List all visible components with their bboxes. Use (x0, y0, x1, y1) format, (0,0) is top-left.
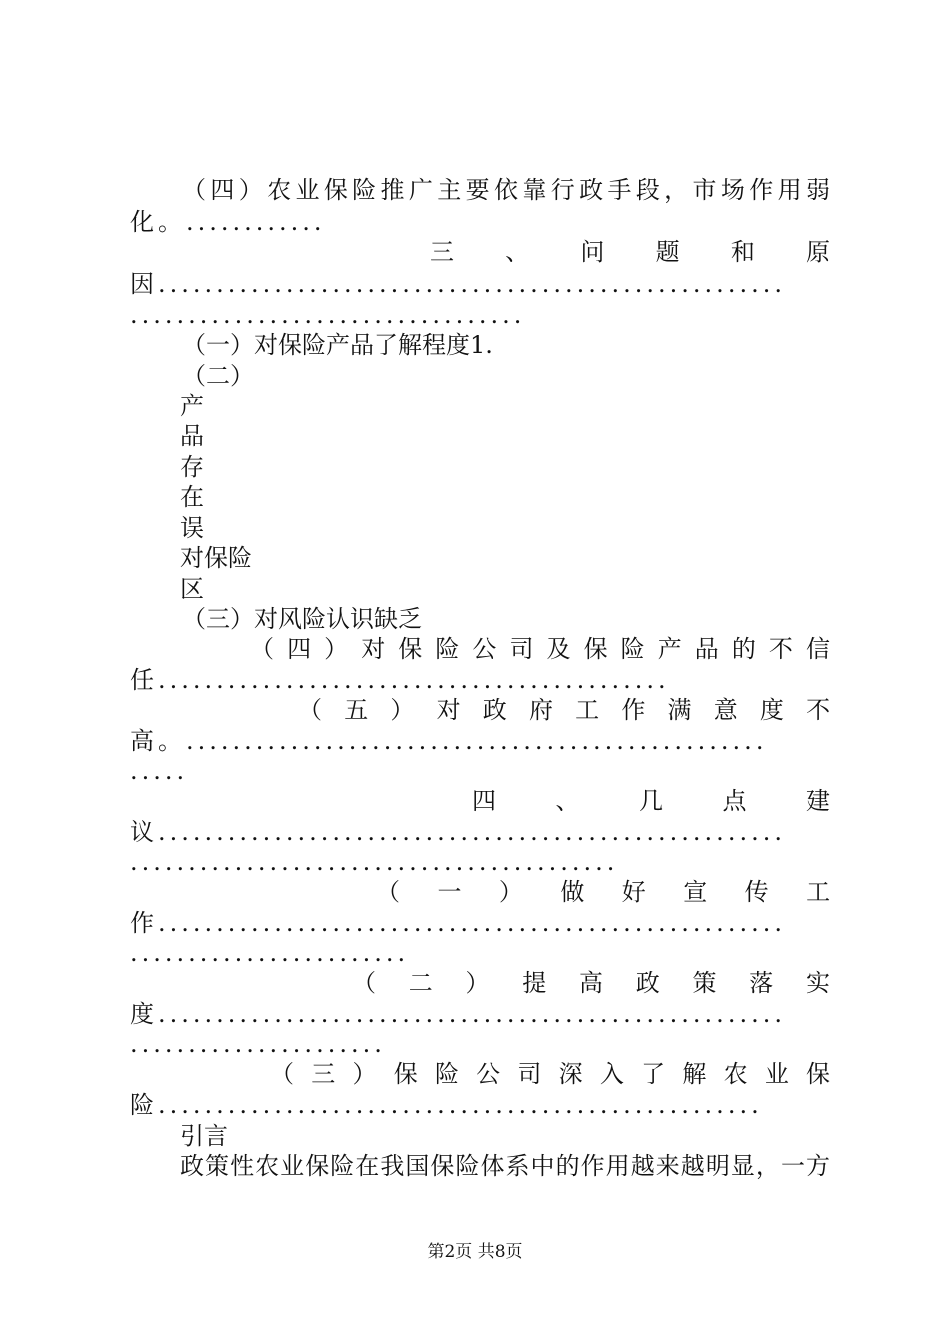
toc-section-3-heading: 三 、 问 题 和 原 (430, 238, 831, 266)
toc-entry-4-line1: （四）农业保险推广主要依靠行政手段，市场作用弱 (182, 176, 830, 204)
vertical-text-char: 区 (180, 575, 204, 603)
vertical-text-char: 误 (180, 514, 204, 542)
toc-section-4-line3: .......................................... (130, 848, 619, 876)
toc-entry-3-1: （一）对保险产品了解程度1. (182, 331, 493, 359)
toc-entry-3-3: （三）对风险认识缺乏 (182, 605, 422, 633)
vertical-text-char: 存 (180, 453, 204, 481)
toc-entry-4-2-line1: （ 二 ） 提 高 政 策 落 实 (352, 969, 830, 997)
vertical-text-char: 产 (180, 392, 204, 420)
vertical-text-char: 品 (180, 422, 204, 450)
toc-entry-3-5-line1: （ 五 ） 对 政 府 工 作 满 意 度 不 (298, 696, 831, 724)
vertical-text-char: 在 (180, 483, 204, 511)
toc-entry-4-1-line2: 作...................................................... (130, 909, 786, 937)
intro-paragraph: 政策性农业保险在我国保险体系中的作用越来越明显，一方 (180, 1152, 830, 1180)
toc-section-4-line2: 议...................................................... (130, 818, 786, 846)
toc-entry-3-4-line2: 任............................................ (130, 666, 670, 694)
toc-entry-3-5-line2: 高。.................................................. (130, 727, 768, 755)
toc-entry-4-1-line1: （ 一 ） 做 好 宣 传 工 (376, 878, 831, 906)
toc-entry-3-2: （二） (182, 362, 254, 390)
toc-entry-4-3-line2: 险.................................................... (130, 1091, 763, 1119)
toc-section-4-heading: 四 、 几 点 建 (472, 787, 830, 815)
page-footer: 第2页 共8页 (427, 1242, 523, 1262)
vertical-text-fragment: 对保险 (180, 544, 252, 572)
toc-entry-4-2-line3: ...................... (130, 1030, 386, 1058)
toc-entry-3-5-line3: ..... (130, 757, 189, 785)
toc-entry-4-1-line3: ........................ (130, 939, 410, 967)
toc-entry-4-3-line1: （ 三 ） 保 险 公 司 深 入 了 解 农 业 保 (270, 1060, 831, 1088)
intro-heading: 引言 (180, 1122, 228, 1150)
toc-section-3-line2: 因...................................................... (130, 270, 786, 298)
toc-entry-4-line2: 化。............ (130, 208, 326, 236)
toc-entry-4-2-line2: 度...................................................... (130, 1000, 786, 1028)
toc-section-3-line3: .................................. (130, 301, 526, 329)
toc-entry-3-4-line1: （ 四 ） 对 保 险 公 司 及 保 险 产 品 的 不 信 (250, 635, 830, 663)
